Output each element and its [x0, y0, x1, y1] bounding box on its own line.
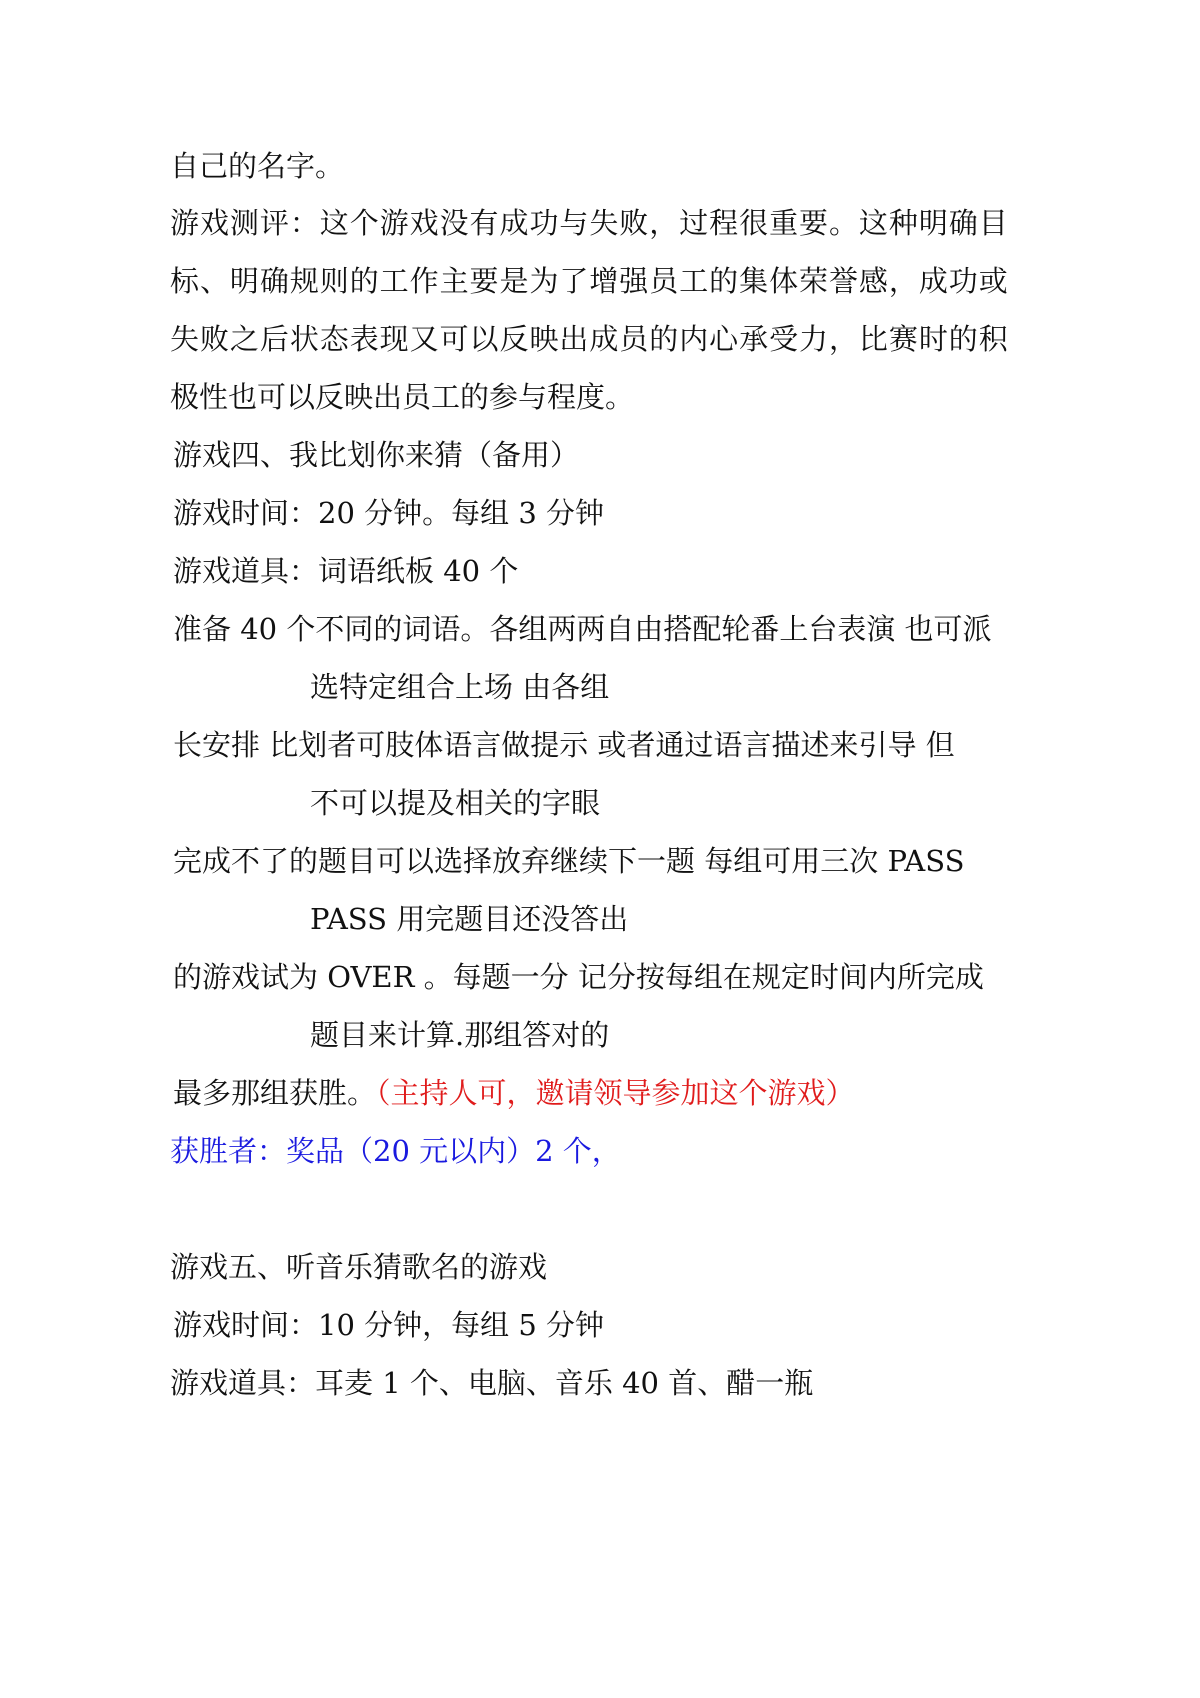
game4-prize: 获胜者：奖品（20 元以内）2 个， — [170, 1134, 621, 1168]
game4-winner-line — [173, 1073, 855, 1113]
review-line-4: 极性也可以反映出员工的参与程度。 — [170, 380, 635, 414]
game4-time: 游戏时间：20 分钟。每组 3 分钟 — [173, 496, 605, 530]
game4-rule-1b: 选特定组合上场 由各组 — [310, 670, 610, 704]
game4-rule-1a: 准备 40 个不同的词语。各组两两自由搭配轮番上台表演 也可派 — [173, 612, 992, 646]
game4-rule-4b: 题目来计算.那组答对的 — [310, 1018, 610, 1052]
game4-rule-2a: 长安排 比划者可肢体语言做提示 或者通过语言描述来引导 但 — [173, 728, 955, 762]
review-line-3: 失 败 之 后 状 态 表 现 又 可 以 反 映 出 成 员 的 内 心 承 受 力 ， 比 赛 时 的 积 — [170, 322, 1008, 356]
game4-rule-2b: 不可以提及相关的字眼 — [310, 786, 601, 820]
host-note: （主持人可，邀请领导参加这个游戏） — [376, 1076, 855, 1110]
review-line-1: 游 戏 测 评 ： 这 个 游 戏 没 有 成 功 与 失 败 ， 过 程 很 重 要 。 这 种 明 确 目 — [170, 206, 1008, 240]
intro-line-1: 自己的名字。 — [170, 149, 345, 183]
game5-time: 游戏时间：10 分钟，每组 5 分钟 — [173, 1308, 605, 1342]
game4-rule-3b: PASS 用完题目还没答出 — [310, 902, 629, 936]
game5-props: 游戏道具：耳麦 1 个、电脑、音乐 40 首、醋一瓶 — [170, 1366, 814, 1400]
game5-title: 游戏五、听音乐猜歌名的游戏 — [170, 1250, 548, 1284]
game4-props: 游戏道具：词语纸板 40 个 — [173, 554, 519, 588]
game4-rule-3a: 完成不了的题目可以选择放弃继续下一题 每组可用三次 PASS — [173, 844, 965, 878]
review-line-2: 标 、 明 确 规 则 的 工 作 主 要 是 为 了 增 强 员 工 的 集 体 荣 誉 感 ， 成 功 或 — [170, 264, 1008, 298]
game4-title: 游戏四、我比划你来猜（备用） — [173, 438, 580, 472]
game4-rule-4a: 的游戏试为 OVER 。每题一分 记分按每组在规定时间内所完成 — [173, 960, 984, 994]
game4-winner: 最多那组获胜。 — [173, 1076, 377, 1110]
